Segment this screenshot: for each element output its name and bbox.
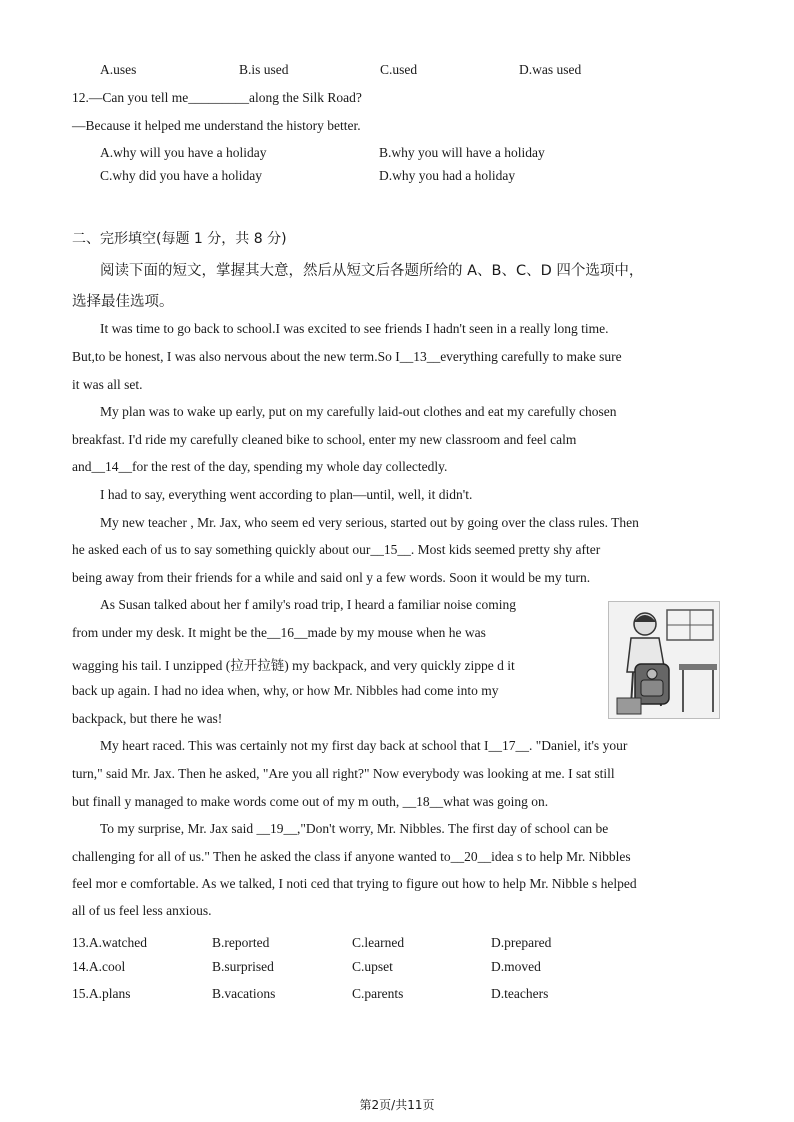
passage-line: To my surprise, Mr. Jax said __19__,"Don't worry, Mr. Nibbles. The first day of school can be	[100, 821, 609, 836]
q11-option-a: A.uses	[100, 62, 137, 77]
passage-line: turn," said Mr. Jax. Then he asked, "Are you all right?" Now everybody was looking at me. I sat still	[72, 766, 615, 781]
q12-answer: —Because it helped me understand the history better.	[72, 118, 361, 133]
boy-with-backpack-illustration	[608, 601, 720, 719]
section-instruction-line-2: 选择最佳选项。	[72, 294, 174, 310]
passage-line: but finall y managed to make words come out of my m outh, __18__what was going on.	[72, 794, 549, 809]
q14-option-c: C.upset	[352, 959, 393, 974]
passage-line: it was all set.	[72, 377, 143, 392]
section-title: 二、完形填空(每题 1 分，共 8 分)	[72, 231, 287, 247]
passage-line: I had to say, everything went according to plan—until, well, it didn't.	[100, 487, 473, 502]
q15-option-d: D.teachers	[491, 986, 549, 1001]
passage-line: back up again. I had no idea when, why, or how Mr. Nibbles had come into my	[72, 683, 499, 698]
passage-line: from under my desk. It might be the__16__made by my mouse when he was	[72, 625, 486, 640]
passage-line: all of us feel less anxious.	[72, 903, 212, 918]
passage-line: My heart raced. This was certainly not my first day back at school that I__17__. "Daniel, it's your	[100, 738, 628, 753]
passage-line: he asked each of us to say something quickly about our__15__. Most kids seemed pretty shy after	[72, 542, 601, 557]
q15-option-b: B.vacations	[212, 986, 276, 1001]
boy-with-backpack-icon	[609, 602, 719, 718]
q11-option-b: B.is used	[239, 62, 289, 77]
q13-option-a: 13.A.watched	[72, 935, 147, 950]
q13-option-d: D.prepared	[491, 935, 552, 950]
passage-line: As Susan talked about her f amily's road trip, I heard a familiar noise coming	[100, 597, 516, 612]
q12-option-d: D.why you had a holiday	[379, 168, 516, 183]
passage-line: and__14__for the rest of the day, spending my whole day collectedly.	[72, 459, 448, 474]
page-number: 第2页/共11页	[359, 1098, 435, 1112]
q12-option-a: A.why will you have a holiday	[100, 145, 267, 160]
q11-option-c: C.used	[380, 62, 418, 77]
passage-line: backpack, but there he was!	[72, 711, 223, 726]
passage-line: being away from their friends for a while and said onl y a few words. Soon it would be my turn.	[72, 570, 591, 585]
passage-line: wagging his tail. I unzipped (拉开拉链) my backpack, and very quickly zippe d it	[72, 658, 515, 673]
passage-line: breakfast. I'd ride my carefully cleaned bike to school, enter my new classroom and feel calm	[72, 432, 577, 447]
q11-option-d: D.was used	[519, 62, 582, 77]
q12-option-b: B.why you will have a holiday	[379, 145, 545, 160]
q14-option-b: B.surprised	[212, 959, 274, 974]
passage-line: My new teacher , Mr. Jax, who seem ed very serious, started out by going over the class rules. Then	[100, 515, 639, 530]
section-instruction-line-1: 阅读下面的短文，掌握其大意，然后从短文后各题所给的 A、B、C、D 四个选项中，	[100, 263, 644, 279]
passage-line: My plan was to wake up early, put on my carefully laid-out clothes and eat my carefully chosen	[100, 404, 617, 419]
q12-question: 12.—Can you tell me_________along the Silk Road?	[72, 90, 362, 105]
q13-option-b: B.reported	[212, 935, 270, 950]
q13-option-c: C.learned	[352, 935, 405, 950]
passage-line: feel mor e comfortable. As we talked, I noti ced that trying to figure out how to help Mr. Nibble s helped	[72, 876, 637, 891]
passage-line: challenging for all of us." Then he asked the class if anyone wanted to__20__idea s to help Mr. Nibbles	[72, 849, 631, 864]
q14-option-a: 14.A.cool	[72, 959, 126, 974]
q15-option-a: 15.A.plans	[72, 986, 131, 1001]
passage-line: But,to be honest, I was also nervous about the new term.So I__13__everything carefully to make sure	[72, 349, 622, 364]
passage-line: It was time to go back to school.I was excited to see friends I hadn't seen in a really long time.	[100, 321, 609, 336]
q14-option-d: D.moved	[491, 959, 541, 974]
q15-option-c: C.parents	[352, 986, 404, 1001]
q12-option-c: C.why did you have a holiday	[100, 168, 262, 183]
